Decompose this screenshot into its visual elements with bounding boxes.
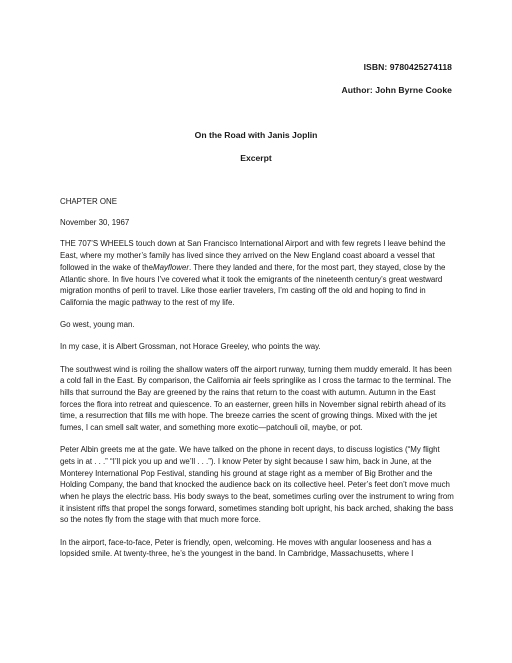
paragraph-1-text-b: . There they landed and there, for the most part, they stayed, close by the Atlantic shore. In five hours I’ve covered what it took the emigrants of the nineteenth century’s great westward migration months of peril to travel. Like those earlier travelers, I’m casting off the old and hoping to find in California the magic pathway to the rest of my life. xyxy=(60,262,446,307)
paragraph-1-text-a: THE 707’S WHEELS touch down at San Francisco International Airport and with few regrets I leave behind the East, where my mother’s family has lived since they arrived on the New England coast aboard a vessel that followed in the wake of the xyxy=(60,239,446,272)
ship-name: Mayflower xyxy=(153,262,189,272)
paragraph-4: The southwest wind is roiling the shallow waters off the airport runway, turning them muddy emerald. It has been a cold fall in the East. By comparison, the California air feels springlike as I cross the tarmac to the terminal. The hills that surround the Bay are greened by the rains that return to the coast with autumn. Autumn in the East forces the flora into retreat and quiescence. To an easterner, green hills in November signal rebirth ahead of its time, a resurrection that fills me with hope. The breeze carries the scent of growing things. Mixed with the jet fumes, I can smell salt water, and something more exotic—patchouli oil, maybe, or pot. xyxy=(60,364,452,433)
isbn-line: ISBN: 9780425274118 xyxy=(363,62,452,72)
author-line: Author: John Byrne Cooke xyxy=(341,85,452,95)
chapter-heading: CHAPTER ONE xyxy=(60,197,117,206)
paragraph-2: Go west, young man. xyxy=(60,320,135,330)
document-subtitle: Excerpt xyxy=(240,153,272,163)
paragraph-1 xyxy=(60,238,455,308)
chapter-date: November 30, 1967 xyxy=(60,218,130,228)
paragraph-6: In the airport, face-to-face, Peter is friendly, open, welcoming. He moves with angular looseness and has a lopsided smile. At twenty-three, he’s the youngest in the band. In Cambridge, Massachusetts, where I xyxy=(60,537,432,559)
document-title: On the Road with Janis Joplin xyxy=(194,130,318,140)
paragraph-3: In my case, it is Albert Grossman, not Horace Greeley, who points the way. xyxy=(60,342,321,352)
paragraph-5: Peter Albin greets me at the gate. We have talked on the phone in recent days, to discuss logistics (“My flight gets in at . . .” “I’ll pick you up and we’ll . . .”). I know Peter by sight because I saw him, back in June, at the Monterey International Pop Festival, standing his ground at stage right as a member of Big Brother and the Holding Company, the band that knocked the audience back on its collective heel. Peter’s feet don’t move much when he plays the electric bass. His body sways to the beat, sometimes curling over the instrument to wring from it insistent riffs that propel the songs forward, sometimes standing bolt upright, his back arched, shaking the bass so the notes fly from the stage with that much more force. xyxy=(60,445,454,525)
document-body xyxy=(60,196,455,571)
